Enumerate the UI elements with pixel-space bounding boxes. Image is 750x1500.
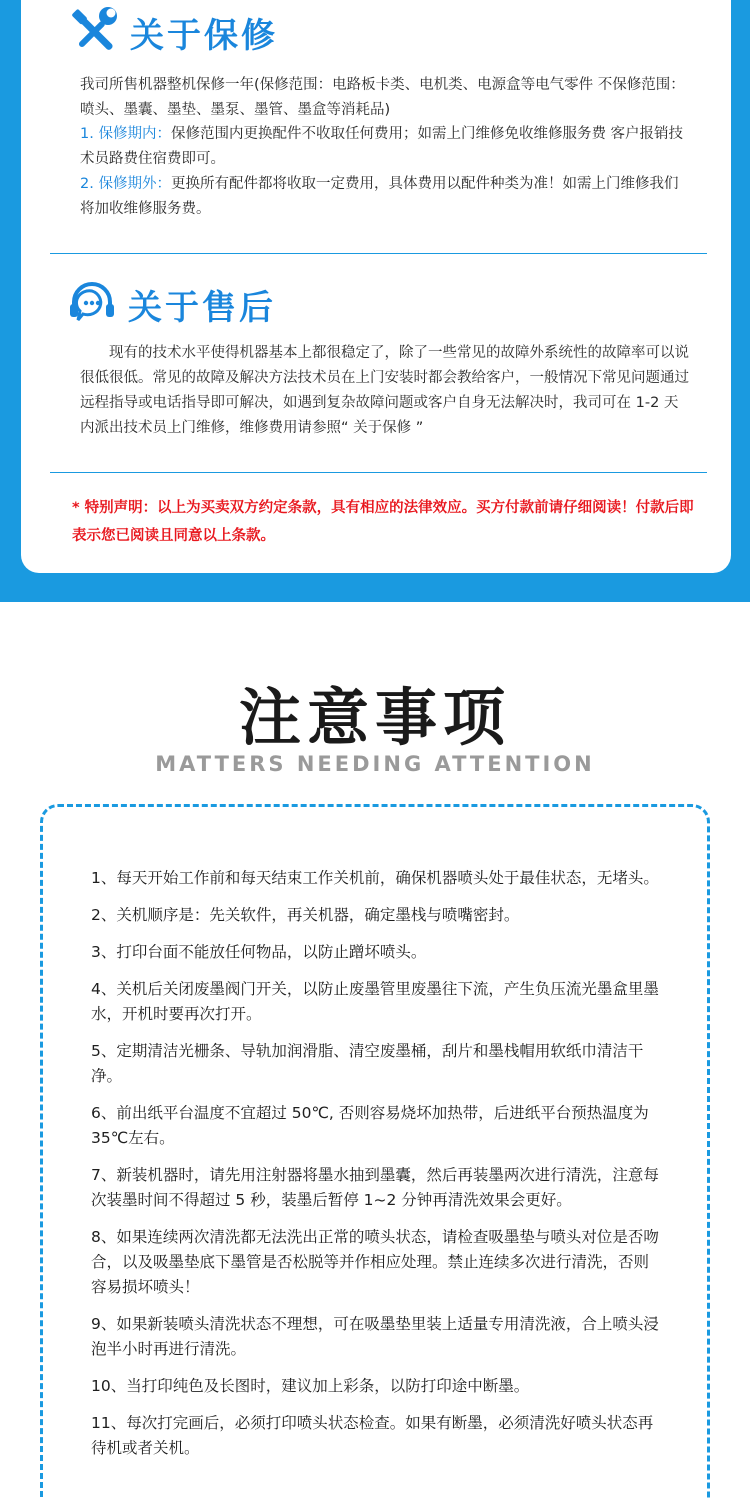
warranty-out-label: 2. 保修期外： (80, 176, 171, 192)
warranty-title: 关于保修 (130, 15, 278, 56)
warranty-heading (68, 6, 278, 58)
list-item: 10、当打印纯色及长图时，建议加上彩条，以防打印途中断墨。 (91, 1377, 530, 1395)
warranty-intro: 我司所售机器整机保修一年(保修范围：电路板卡类、电机类、电源盒等电气零件 不保修范围：喷头、墨囊、墨垫、墨泵、墨管、墨盒等消耗品) (80, 77, 685, 118)
service-heading (66, 278, 276, 330)
attention-title: 注意事项 (238, 681, 511, 754)
list-item: 6、前出纸平台温度不宜超过 50℃, 否则容易烧坏加热带，后进纸平台预热温度为 35℃左右。 (91, 1104, 649, 1147)
list-item: 8、如果连续两次清洗都无法洗出正常的喷头状态，请检查吸墨垫与喷头对位是否吻合，以及吸墨垫底下墨管是否松脱等并作相应处理。禁止连续多次进行清洗，否则容易损坏喷头！ (91, 1228, 659, 1296)
warranty-in-label: 1. 保修期内： (80, 126, 171, 142)
warranty-out-period (80, 172, 692, 221)
attention-subtitle: MATTERS NEEDING ATTENTION (155, 752, 595, 776)
warranty-in-period (80, 122, 692, 171)
divider (50, 253, 707, 254)
list-item: 2、关机顺序是：先关软件，再关机器，确定墨栈与喷嘴密封。 (91, 906, 520, 924)
warranty-out-text: 更换所有配件都将收取一定费用，具体费用以配件种类为准！如需上门维修我们将加收维修服务费。 (80, 176, 679, 217)
list-item: 3、打印台面不能放任何物品，以防止蹭坏喷头。 (91, 943, 427, 961)
attention-list (91, 866, 663, 1473)
special-notice: * 特别声明：以上为买卖双方约定条款，具有相应的法律效应。买方付款前请仔细阅读！付款后即表示您已阅读且同意以上条款。 (72, 500, 694, 544)
service-text: 现有的技术水平使得机器基本上都很稳定了，除了一些常见的故障外系统性的故障率可以说很低很低。常见的故障及解决方法技术员在上门安装时都会教给客户，一般情况下常见问题通过远程指导或电话指导即可解决，如遇到复杂故障问题或客户自身无法解决时，我司可在 1-2 天内派出技术员上门维修，维修费用请参照“ 关于保修 ” (80, 345, 689, 436)
wrench-screwdriver-icon (68, 6, 120, 58)
service-title: 关于售后 (128, 287, 276, 328)
list-item: 9、如果新装喷头清洗状态不理想，可在吸墨垫里装上适量专用清洗液，合上喷头浸泡半小时再进行清洗。 (91, 1315, 659, 1358)
divider (50, 472, 707, 473)
warranty-in-text: 保修范围内更换配件不收取任何费用；如需上门维修免收维修服务费 客户报销技术员路费住宿费即可。 (80, 126, 684, 167)
list-item: 4、关机后关闭废墨阀门开关，以防止废墨管里废墨往下流，产生负压流光墨盒里墨水，开机时要再次打开。 (91, 980, 659, 1023)
list-item: 7、新装机器时，请先用注射器将墨水抽到墨囊，然后再装墨两次进行清洗，注意每次装墨时间不得超过 5 秒，装墨后暂停 1~2 分钟再清洗效果会更好。 (91, 1166, 659, 1209)
list-item: 11、每次打完画后，必须打印喷头状态检查。如果有断墨，必须清洗好喷头状态再待机或者关机。 (91, 1414, 654, 1457)
list-item: 5、定期清洁光栅条、导轨加润滑脂、清空废墨桶，刮片和墨栈帽用软纸巾清洁干净。 (91, 1042, 644, 1085)
list-item: 1、每天开始工作前和每天结束工作关机前，确保机器喷头处于最佳状态，无堵头。 (91, 869, 659, 887)
headset-chat-icon (66, 278, 118, 330)
